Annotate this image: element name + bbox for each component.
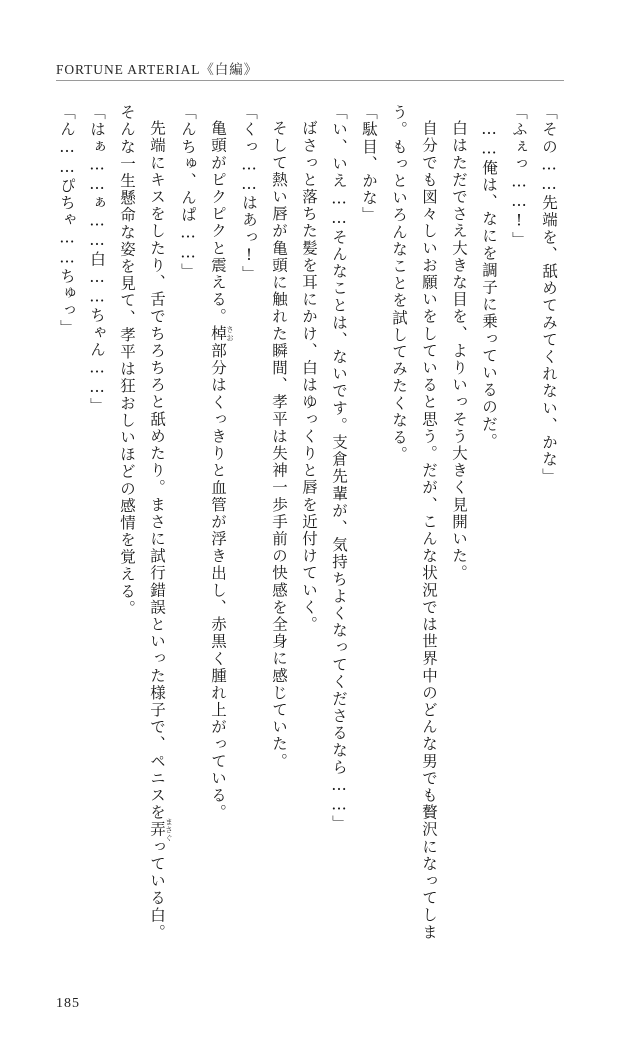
paragraph: 「その……先端を、舐めてみてくれない、かな」 (540, 104, 558, 486)
paragraph: そして熱い唇が亀頭に触れた瞬間、孝平は失神一歩手前の快感を全身に感じていた。 (270, 119, 288, 770)
page-number: 185 (56, 996, 80, 1011)
running-head (56, 58, 564, 84)
paragraph: 亀頭がピクピクと震える。棹さお部分はくっきりと血管が浮き出し、赤黒く腫れ上がっている。 (209, 119, 235, 821)
paragraph: 「ふぇっ……!」 (510, 104, 528, 249)
paragraph: 白はただでさえ大きな目を、よりいっそう大きく見開いた。 (450, 119, 468, 582)
paragraph: 「んちゅ、んぱ……」 (179, 104, 197, 280)
body-text-area (56, 104, 564, 954)
paragraph: 先端にキスをしたり、舌でちろちろと舐めたり。まさに試行錯誤といった様子で、ペニスを弄まさぐっている白。そんな一生懸命な姿を見て、孝平は狂おしいほどの感情を覚える。 (118, 104, 174, 941)
paragraph: 「い、いえ……そんなことは、ないです。支倉先輩が、気持ちよくなってくださるなら……」 (330, 104, 348, 833)
paragraph: 「くっ……はあっ!」 (240, 104, 258, 283)
paragraph: ばさっと落ちた髪を耳にかけ、白はゆっくりと唇を近付けていく。 (300, 119, 318, 633)
header-divider (56, 80, 564, 81)
paragraph: 「ん……ぴちゃ……ちゅっ」 (58, 104, 76, 337)
paragraph: 「はぁ……ぁ……白……ちゃん……」 (88, 104, 106, 415)
paragraph: 「駄目、かな」 (360, 104, 378, 224)
vertical-text-block (56, 104, 564, 954)
running-head-title: FORTUNE ARTERIAL《白編》 (56, 62, 259, 77)
paragraph: 自分でも図々しいお願いをしていると思う。だが、こんな状況では世界中のどんな男でも贅沢になってしまう。もっといろんなことを試してみたくなる。 (390, 104, 438, 941)
paragraph: ……俺は、なにを調子に乗っているのだ。 (480, 119, 498, 450)
